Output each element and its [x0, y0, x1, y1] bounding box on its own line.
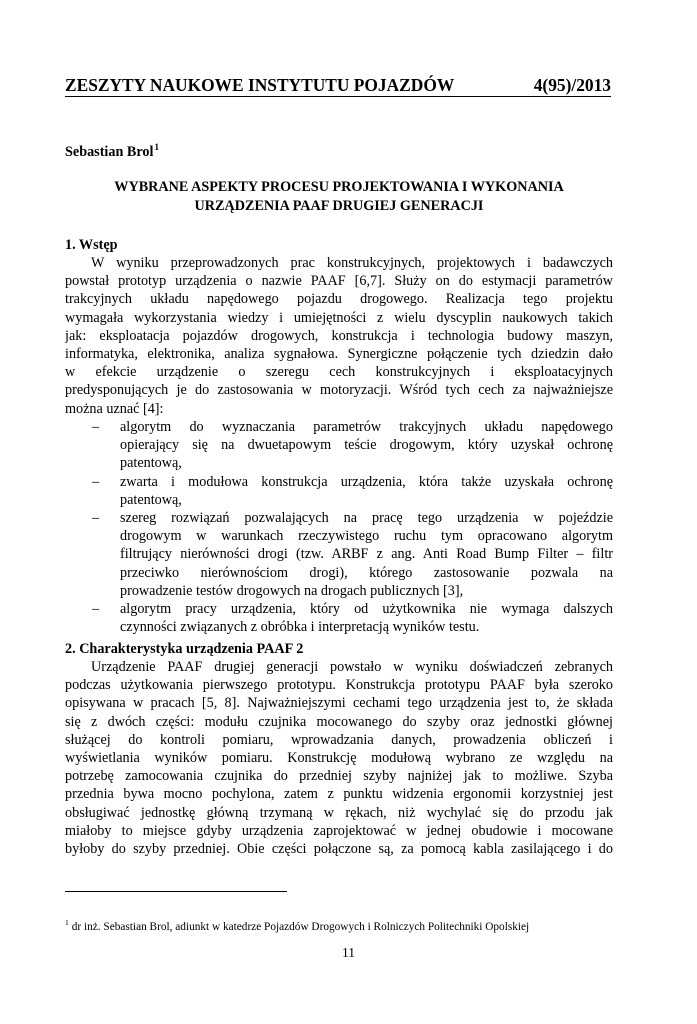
author-footnote-mark: 1	[154, 142, 159, 152]
list-dash: –	[92, 473, 100, 490]
list-item-line: algorytm pracy urządzenia, który od użytkownika nie wymaga dalszych	[120, 600, 613, 617]
paper-title	[65, 178, 613, 216]
paragraph-line: Urządzenie PAAF drugiej generacji powstało w wyniku doświadczeń zebranych	[91, 659, 613, 675]
list-item-line: czynności związanych z obróbka i interpretacją wyników testu.	[120, 619, 480, 636]
paragraph-line: podczas użytkowania pierwszego prototypu. Konstrukcja prototypu PAAF była szeroko	[65, 677, 613, 694]
author-line	[65, 142, 159, 161]
list-item-line: patentową,	[120, 455, 182, 472]
list-item	[92, 473, 613, 509]
list-item-line: prowadzenie testów drogowych na drogach publicznych [3],	[120, 582, 464, 599]
page-number: 11	[342, 945, 355, 960]
list-dash: –	[92, 509, 100, 526]
paragraph-line: potrzebę zamocowania czujnika do przedniej szyby najniżej jak to możliwe. Szyba	[65, 768, 613, 785]
section-heading-intro: 1. Wstęp	[65, 237, 118, 253]
paragraph-line: można uznać [4]:	[65, 400, 164, 417]
journal-issue: 4(95)/2013	[533, 75, 611, 95]
feature-list	[92, 418, 613, 636]
list-item-line: patentową,	[120, 491, 182, 508]
author-name: Sebastian Brol	[65, 144, 154, 160]
paper-title-line-2: URZĄDZENIA PAAF DRUGIEJ GENERACJI	[194, 198, 484, 214]
section-heading-characteristics: 2. Charakterystyka urządzenia PAAF 2	[65, 641, 304, 657]
paragraph-line: obsługiwać jednostkę główną trzymaną w rękach, niż wychylać się do przodu jak	[65, 804, 613, 821]
paragraph-line: opisywana w pracach [5, 8]. Najważniejszymi cechami tego urządzenia jest to, że składa	[65, 695, 613, 712]
list-dash: –	[92, 600, 100, 617]
footnote	[65, 918, 529, 933]
list-item	[92, 418, 613, 473]
paragraph-line: powstał prototyp urządzenia o nazwie PAAF [6,7]. Służy on do estymacji parametrów	[65, 273, 613, 290]
paper-title-line-1: WYBRANE ASPEKTY PROCESU PROJEKTOWANIA I WYKONANIA	[114, 179, 564, 195]
footnote-text: dr inż. Sebastian Brol, adiunkt w katedrze Pojazdów Drogowych i Rolniczych Politechniki Opolskiej	[71, 921, 530, 933]
paragraph-line: w efekcie urządzenie o szeregu cech konstrukcyjnych i eksploatacyjnych	[65, 364, 613, 381]
paragraph-line: trakcyjnych układu napędowego pojazdu drogowego. Realizacja tego projektu	[65, 291, 613, 308]
list-item	[92, 509, 613, 600]
list-item-line: szereg rozwiązań pozwalających na pracę tego urządzenia w pojeździe	[120, 509, 613, 526]
journal-title: ZESZYTY NAUKOWE INSTYTUTU POJAZDÓW	[65, 75, 455, 95]
paragraph-line: wymagała wykorzystania wiedzy i umiejętności z wielu dyscyplin naukowych takich	[65, 309, 613, 326]
journal-header	[65, 74, 611, 97]
list-item-line: drogowym w warunkach rzeczywistego ruchu tym opracowano algorytm	[120, 528, 613, 545]
list-item-line: filtrujący nierówności drogi (tzw. ARBF z ang. Anti Road Bump Filter – filtr	[120, 546, 613, 563]
list-item-line: zwarta i modułowa konstrukcja urządzenia, która także uzyskała ochronę	[120, 473, 613, 490]
paragraph-line: jak: eksploatacja pojazdów drogowych, konstrukcja i technologia budowy maszyn,	[65, 327, 613, 344]
characteristics-paragraph	[65, 658, 613, 858]
intro-paragraph	[65, 254, 613, 418]
list-item-line: przeciwko nierównościom drogi), którego zastosowanie pozwala na	[120, 564, 613, 581]
paragraph-line: predysponujących je do zastosowania w motoryzacji. Wśród tych cech za najważniejsze	[65, 382, 613, 399]
footnote-divider	[65, 891, 287, 892]
paragraph-line: się z dwóch części: modułu czujnika mocowanego do szyby oraz jednostki głównej	[65, 713, 613, 730]
paragraph-line: służącej do kontroli pomiaru, wprowadzania danych, prowadzenia obliczeń i	[65, 731, 613, 748]
paragraph-line: byłoby do szyby przedniej. Obie części połączone są, za pomocą kabla zasilającego i do	[65, 840, 613, 857]
paragraph-line: miałoby to miejsce gdyby urządzenia zaprojektować w jednej obudowie i mocowane	[65, 822, 613, 839]
paragraph-line: informatyka, elektronika, analiza sygnałowa. Synergiczne połączenie tych dziedzin dało	[65, 345, 613, 362]
footnote-mark: 1	[65, 918, 69, 927]
paragraph-line: W wyniku przeprowadzonych prac konstrukcyjnych, projektowych i badawczych	[91, 255, 613, 271]
list-item-line: algorytm do wyznaczania parametrów trakcyjnych układu napędowego	[120, 419, 613, 435]
list-item-line: opierający się na dwuetapowym teście drogowym, który uzyskał ochronę	[120, 437, 613, 454]
list-dash: –	[92, 419, 100, 435]
list-item	[92, 600, 613, 636]
paragraph-line: przednia bywa mocno pochylona, zatem z punktu widzenia ergonomii korzystniej jest	[65, 786, 613, 803]
paragraph-line: wyświetlania wyników pomiaru. Konstrukcję modułową wybrano ze względu na	[65, 749, 613, 766]
